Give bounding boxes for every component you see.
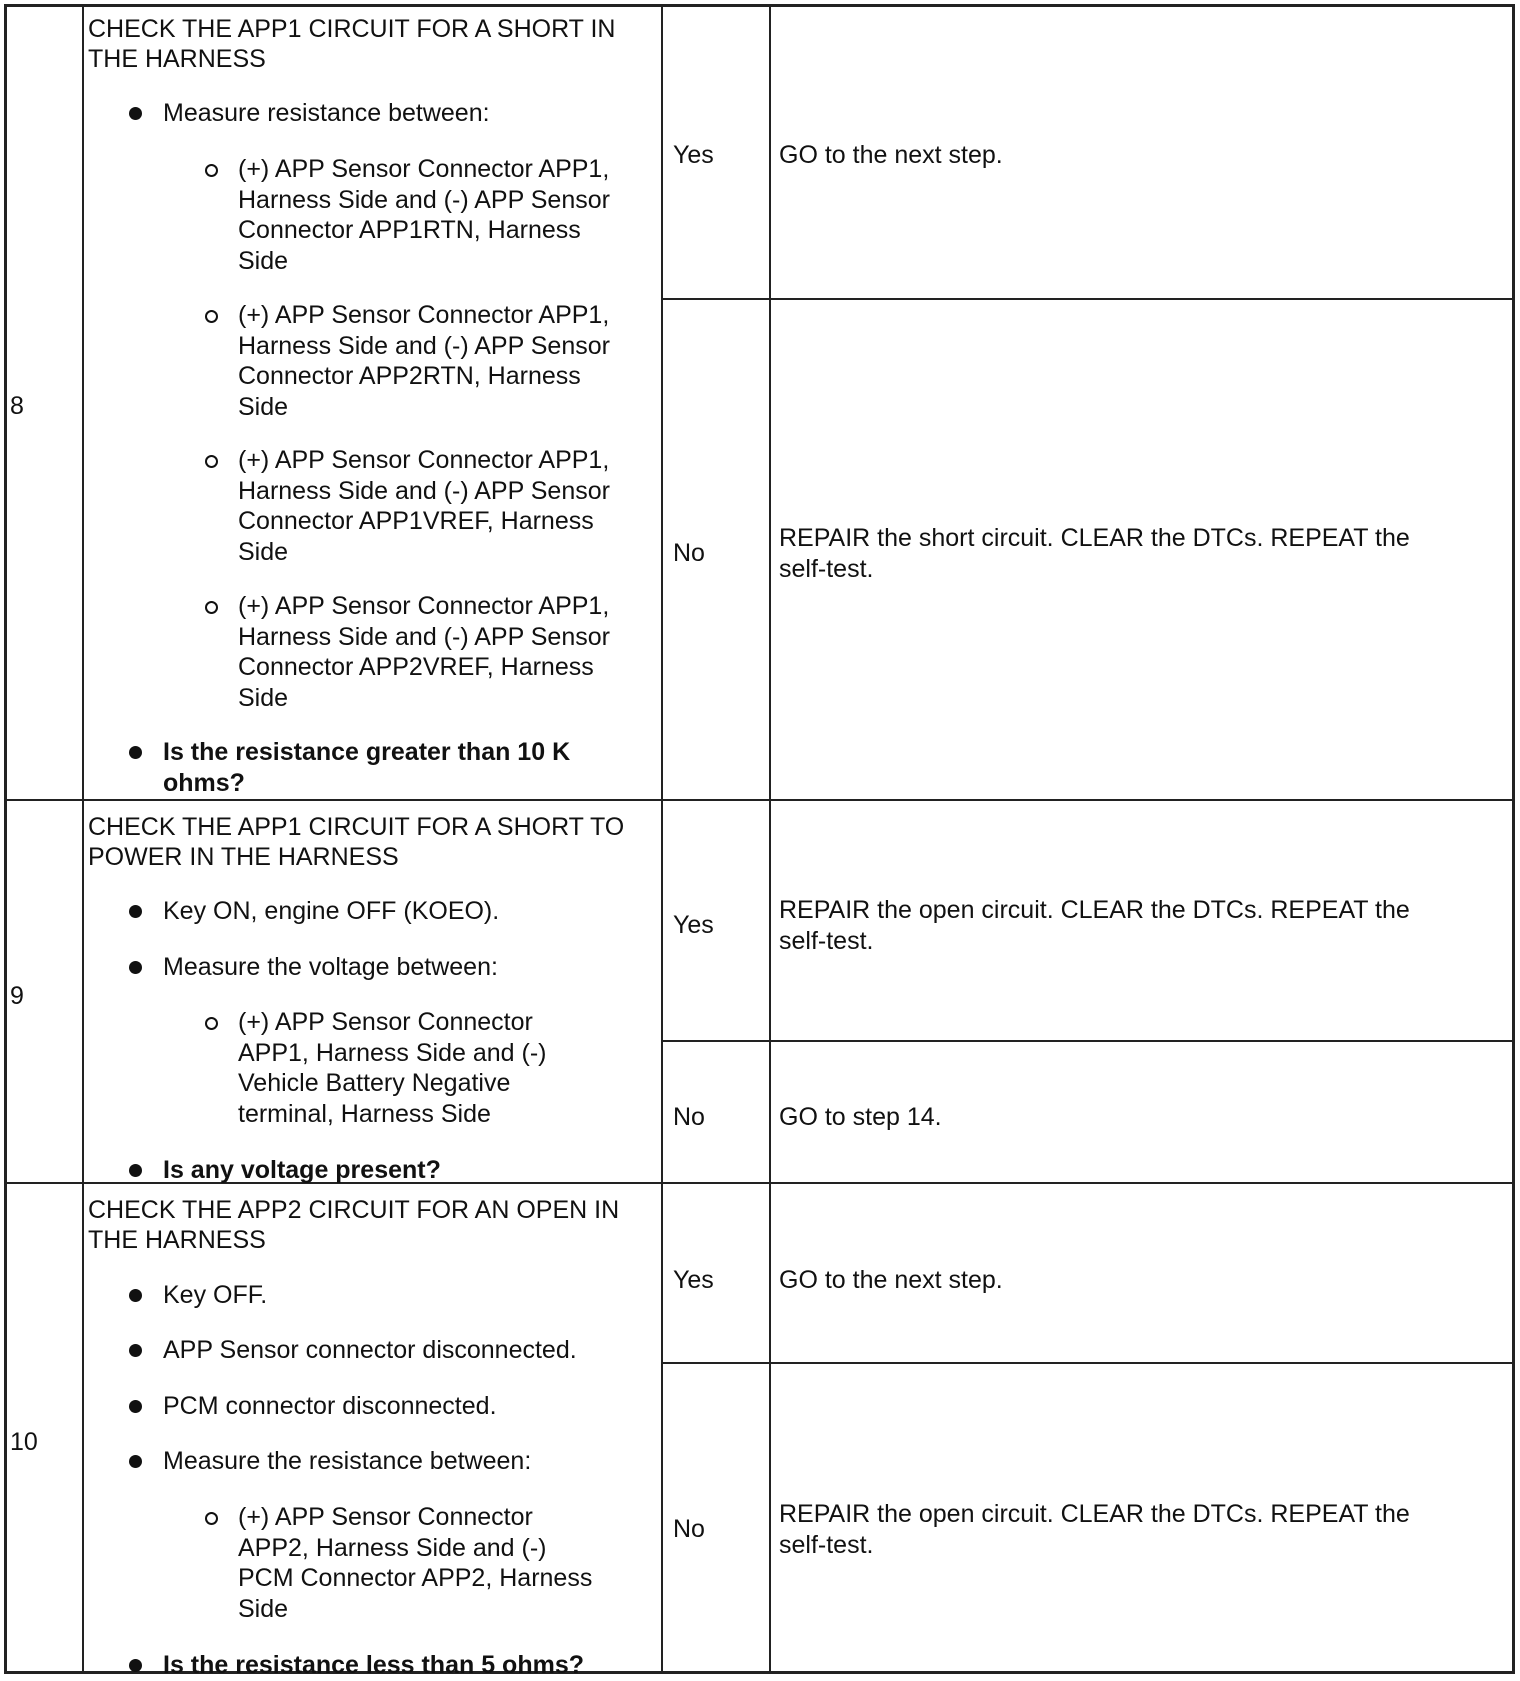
list-item-text: Key OFF. <box>163 1281 268 1309</box>
bullet-icon <box>129 1289 142 1302</box>
answer-yes: Yes <box>673 141 714 169</box>
step-title: CHECK THE APP1 CIRCUIT FOR A SHORT TO POWER IN THE HARNESS <box>88 813 625 871</box>
bullet-icon <box>129 1455 142 1468</box>
list-item-text: Measure the voltage between: <box>163 953 498 981</box>
sub-list-item-text: (+) APP Sensor Connector APP1, Harness Side and (-) APP Sensor Connector APP1VREF, Harness Side <box>238 446 610 566</box>
sub-list-item <box>238 1007 568 1129</box>
bullet-icon <box>129 961 142 974</box>
action-text: REPAIR the open circuit. CLEAR the DTCs. REPEAT the self-test. <box>779 896 1410 955</box>
list-item <box>163 952 603 983</box>
list-item-text: Key ON, engine OFF (KOEO). <box>163 897 500 925</box>
sub-list-item <box>238 591 613 713</box>
bullet-icon <box>129 1659 142 1672</box>
bullet-icon <box>129 1400 142 1413</box>
list-item <box>163 98 603 129</box>
question-text: Is the resistance less than 5 ohms? <box>163 1651 584 1679</box>
answer-no: No <box>673 1103 705 1131</box>
step-number: 9 <box>10 982 24 1010</box>
circle-bullet-icon <box>205 601 218 614</box>
sub-list-item <box>238 300 613 422</box>
col-divider-answer <box>661 4 663 1674</box>
circle-bullet-icon <box>205 1017 218 1030</box>
yes-no-divider-step8 <box>661 298 1514 300</box>
row-divider-step8-9 <box>4 799 1514 801</box>
list-item <box>163 896 603 927</box>
list-item <box>163 1391 603 1422</box>
answer-no: No <box>673 539 705 567</box>
answer-yes: Yes <box>673 1266 714 1294</box>
list-item <box>163 1446 603 1477</box>
step-number: 8 <box>10 392 24 420</box>
step-number: 10 <box>10 1428 38 1456</box>
list-item-question <box>163 1650 603 1681</box>
action-text: GO to step 14. <box>779 1103 942 1131</box>
question-text: Is the resistance greater than 10 K ohms? <box>163 738 571 797</box>
sub-list-item-text: (+) APP Sensor Connector APP1, Harness Side and (-) APP Sensor Connector APP2RTN, Harness Side <box>238 301 610 421</box>
question-text: Is any voltage present? <box>163 1156 441 1184</box>
step-title: CHECK THE APP1 CIRCUIT FOR A SHORT IN THE HARNESS <box>88 15 616 73</box>
list-item-text: Measure the resistance between: <box>163 1447 532 1475</box>
sub-list-item-text: (+) APP Sensor Connector APP1, Harness Side and (-) Vehicle Battery Negative terminal, Harness Side <box>238 1008 547 1128</box>
yes-no-divider-step9 <box>661 1040 1514 1042</box>
sub-list-item-text: (+) APP Sensor Connector APP2, Harness Side and (-) PCM Connector APP2, Harness Side <box>238 1503 593 1623</box>
list-item <box>163 1335 603 1366</box>
table-border-left <box>4 4 7 1674</box>
list-item-question <box>163 737 583 798</box>
list-item-text: PCM connector disconnected. <box>163 1392 497 1420</box>
bullet-icon <box>129 1164 142 1177</box>
bullet-icon <box>129 905 142 918</box>
diagnostic-table <box>4 4 1514 1679</box>
sub-list-item <box>238 1502 608 1624</box>
bullet-icon <box>129 746 142 759</box>
action-text: GO to the next step. <box>779 1266 1003 1294</box>
circle-bullet-icon <box>205 455 218 468</box>
action-text: GO to the next step. <box>779 141 1003 169</box>
action-text: REPAIR the open circuit. CLEAR the DTCs. REPEAT the self-test. <box>779 1500 1410 1559</box>
sub-list-item <box>238 445 613 567</box>
action-text: REPAIR the short circuit. CLEAR the DTCs. REPEAT the self-test. <box>779 524 1410 583</box>
list-item-question <box>163 1155 603 1186</box>
col-divider-step <box>82 4 84 1674</box>
sub-list-item <box>238 154 613 276</box>
table-border-top <box>4 4 1514 7</box>
yes-no-divider-step10 <box>661 1362 1514 1364</box>
list-item-text: APP Sensor connector disconnected. <box>163 1336 577 1364</box>
bullet-icon <box>129 1344 142 1357</box>
sub-list-item-text: (+) APP Sensor Connector APP1, Harness Side and (-) APP Sensor Connector APP2VREF, Harness Side <box>238 592 610 712</box>
answer-yes: Yes <box>673 911 714 939</box>
bullet-icon <box>129 107 142 120</box>
circle-bullet-icon <box>205 164 218 177</box>
circle-bullet-icon <box>205 1512 218 1525</box>
circle-bullet-icon <box>205 310 218 323</box>
list-item <box>163 1280 603 1311</box>
list-item-text: Measure resistance between: <box>163 99 490 127</box>
sub-list-item-text: (+) APP Sensor Connector APP1, Harness Side and (-) APP Sensor Connector APP1RTN, Harness Side <box>238 155 610 275</box>
step-title: CHECK THE APP2 CIRCUIT FOR AN OPEN IN THE HARNESS <box>88 1196 620 1254</box>
col-divider-action <box>769 4 771 1674</box>
table-border-right <box>1512 4 1515 1674</box>
answer-no: No <box>673 1515 705 1543</box>
